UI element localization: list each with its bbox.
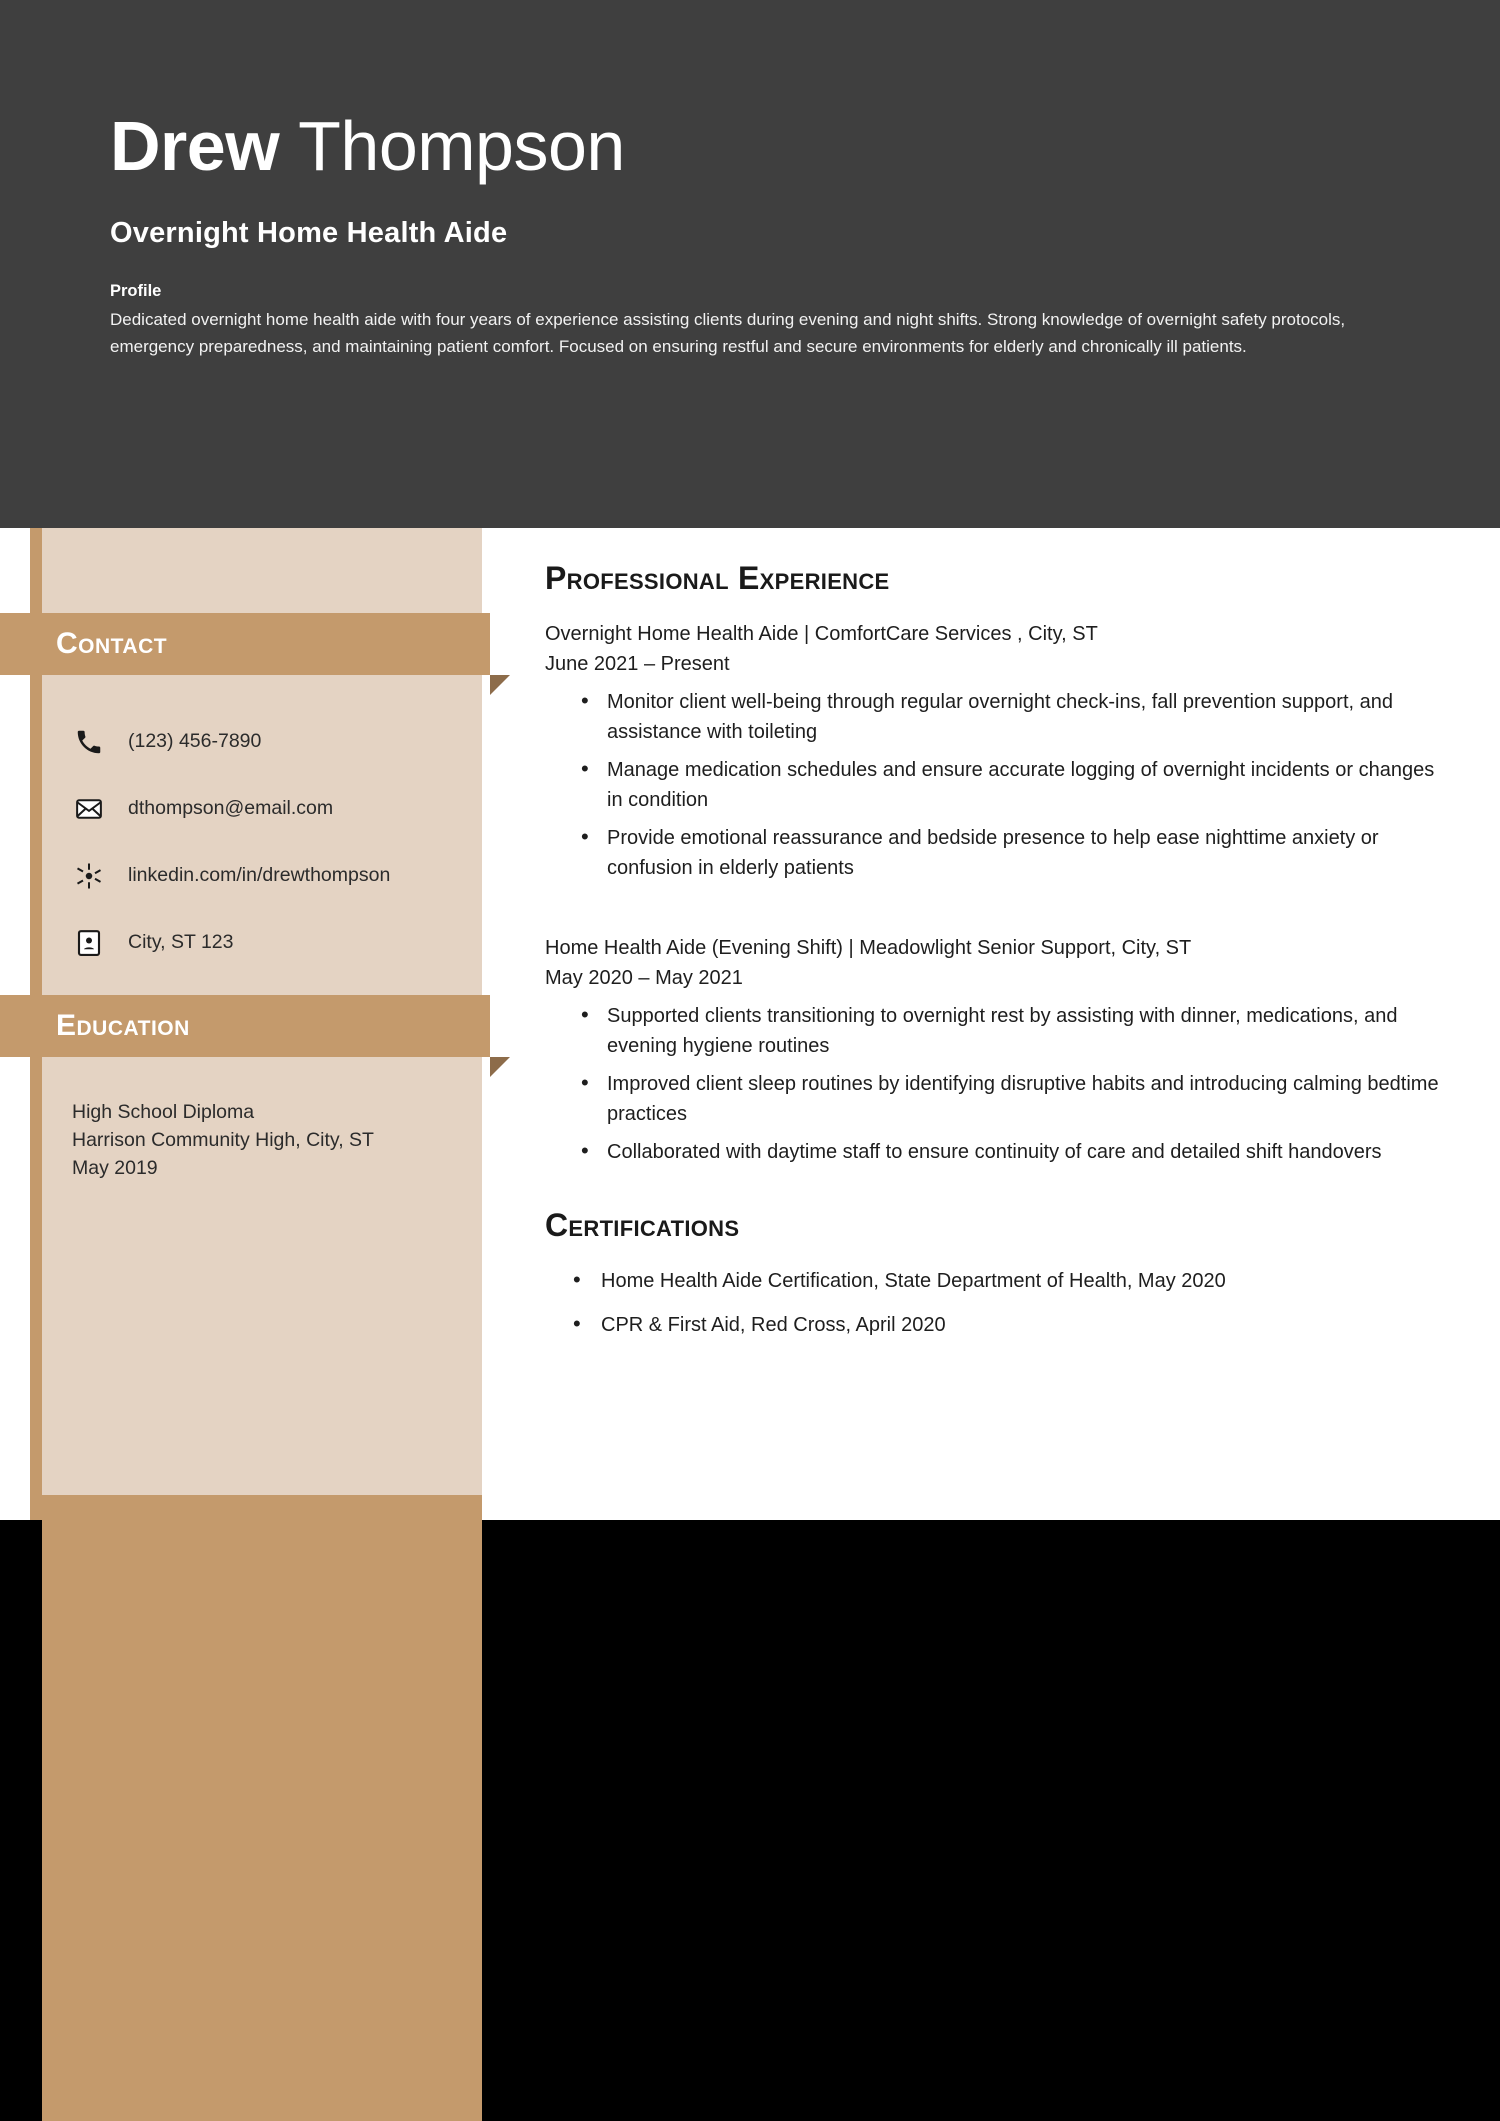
sidebar-footer-block: [42, 1495, 482, 2121]
contact-heading: Contact: [56, 627, 168, 660]
profile-label: Profile: [110, 282, 162, 300]
contact-banner-fold-icon: [490, 675, 510, 695]
contact-item-linkedin: [72, 842, 472, 909]
education-heading: Education: [56, 1009, 190, 1042]
experience-bullets-1: [545, 687, 1455, 883]
list-item: • Provide emotional reassurance and bedside presence to help ease nighttime anxiety or confusion in elderly patients: [545, 823, 1455, 883]
education-entry: [72, 1098, 472, 1182]
linkedin-icon: [72, 859, 106, 893]
list-item: • Improved client sleep routines by identifying disruptive habits and introducing calming bedtime practices: [545, 1069, 1455, 1129]
experience-entry-1: [545, 619, 1455, 883]
phone-icon: [72, 725, 106, 759]
contact-email-text: dthompson@email.com: [128, 797, 334, 819]
experience-dates-1: June 2021 – Present: [545, 653, 730, 675]
education-banner-fold-icon: [490, 1057, 510, 1077]
list-item: • Home Health Aide Certification, State Department of Health, May 2020: [545, 1266, 1455, 1296]
experience-dates-2: May 2020 – May 2021: [545, 967, 743, 989]
education-school: Harrison Community High, City, ST: [72, 1129, 374, 1151]
candidate-name: [110, 105, 1390, 187]
contact-section-banner: [0, 613, 490, 675]
candidate-job-title: Overnight Home Health Aide: [110, 217, 508, 249]
experience-title-2: Home Health Aide (Evening Shift) | Meadowlight Senior Support, City, ST: [545, 937, 1192, 959]
experience-heading: Professional Experience: [545, 560, 890, 596]
candidate-last-name: Thompson: [298, 107, 625, 185]
certifications-list: [545, 1266, 1455, 1340]
resume-header: [0, 0, 1500, 528]
address-card-icon: [72, 926, 106, 960]
list-item: • Supported clients transitioning to overnight rest by assisting with dinner, medications, and evening hygiene routines: [545, 1001, 1455, 1061]
candidate-first-name: Drew: [110, 107, 280, 185]
contact-item-email: [72, 775, 472, 842]
experience-bullets-2: [545, 1001, 1455, 1167]
section-spacer: [545, 909, 1455, 933]
main-content: [545, 560, 1455, 1354]
profile-text: Dedicated overnight home health aide with four years of experience assisting clients during evening and night shifts. Strong knowledge of overnight safety protocols, emergency preparedness, and maintaining patient comfort. Focused on ensuring restful and secure environments for elderly and chronically ill patients.: [110, 310, 1346, 356]
education-date: May 2019: [72, 1157, 158, 1179]
experience-title-1: Overnight Home Health Aide | ComfortCare Services , City, ST: [545, 623, 1098, 645]
contact-list: [72, 708, 472, 976]
list-item: • Monitor client well-being through regular overnight check-ins, fall prevention support, and assistance with toileting: [545, 687, 1455, 747]
certifications-section: [545, 1207, 1455, 1340]
contact-item-phone: [72, 708, 472, 775]
contact-linkedin-text: linkedin.com/in/drewthompson: [128, 864, 391, 886]
list-item: • CPR & First Aid, Red Cross, April 2020: [545, 1310, 1455, 1340]
education-section-banner: [0, 995, 490, 1057]
contact-item-address: [72, 909, 472, 976]
list-item: • Collaborated with daytime staff to ensure continuity of care and detailed shift handovers: [545, 1137, 1455, 1167]
email-icon: [72, 792, 106, 826]
contact-address-text: City, ST 123: [128, 931, 234, 953]
certifications-heading: Certifications: [545, 1207, 740, 1243]
list-item: • Manage medication schedules and ensure accurate logging of overnight incidents or changes in condition: [545, 755, 1455, 815]
experience-entry-2: [545, 933, 1455, 1167]
contact-phone-text: (123) 456-7890: [128, 730, 262, 752]
education-degree: High School Diploma: [72, 1101, 255, 1123]
